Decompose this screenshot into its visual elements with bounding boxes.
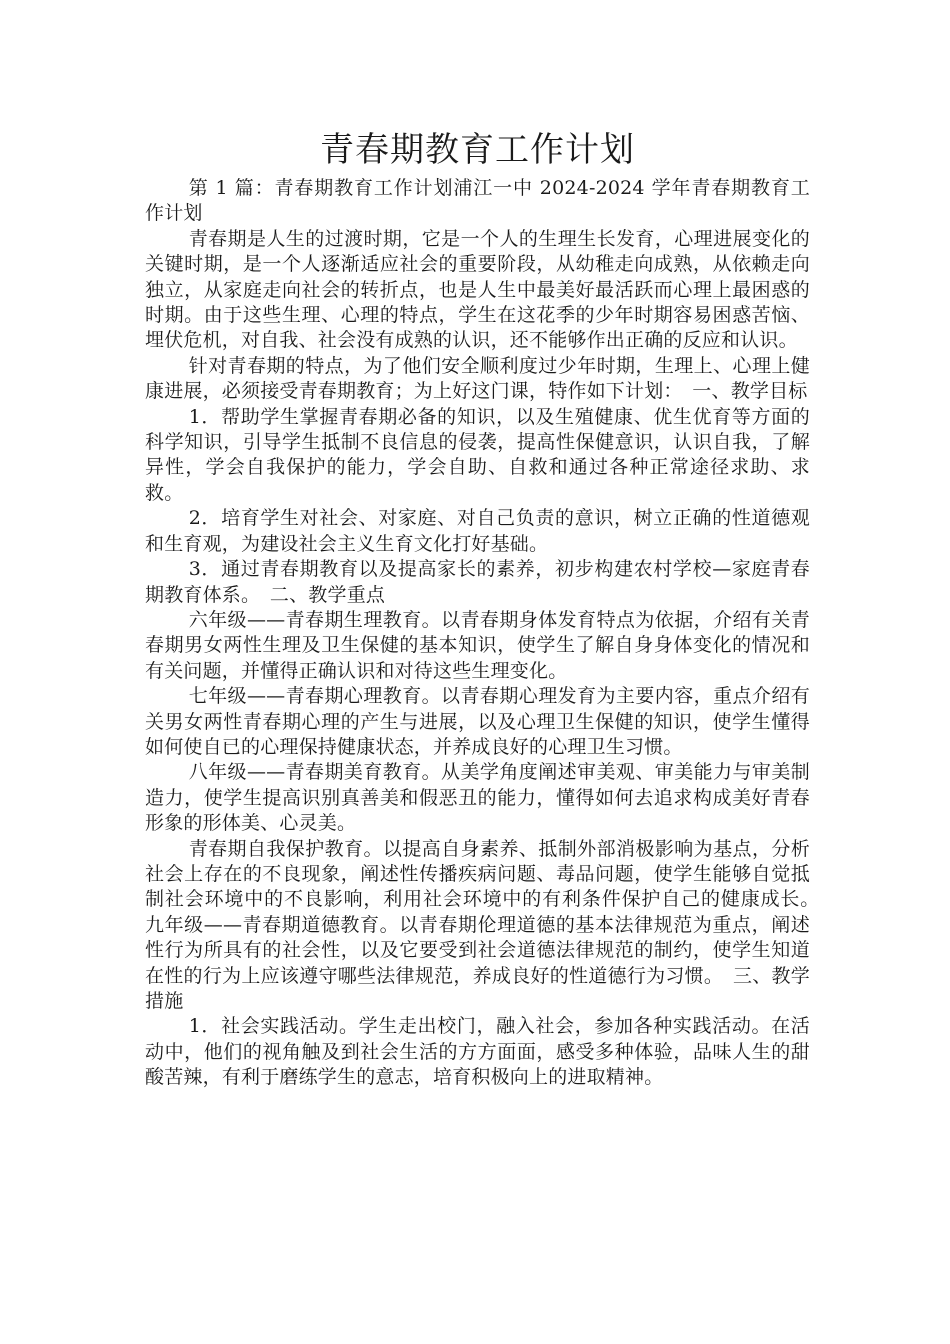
paragraph-goal-2: 2．培育学生对社会、对家庭、对自己负责的意识，树立正确的性道德观和生育观，为建设社会主义生育文化打好基础。	[145, 507, 810, 555]
document-title: 青春期教育工作计划	[320, 130, 635, 170]
paragraph-grade-8: 八年级——青春期美育教育。从美学角度阐述审美观、审美能力与审美制造力，使学生提高识别真善美和假恶丑的能力，懂得如何去追求构成美好青春形象的形体美、心灵美。	[145, 761, 810, 835]
paragraph-intro-heading: 第 1 篇：青春期教育工作计划浦江一中 2024-2024 学年青春期教育工作计划	[145, 177, 810, 225]
paragraph-plan-intro: 针对青春期的特点，为了他们安全顺利度过少年时期，生理上、心理上健康进展，必须接受青春期教育；为上好这门课，特作如下计划： 一、教学目标	[145, 354, 810, 403]
document-page	[145, 128, 830, 1091]
paragraph-goal-3: 3．通过青春期教育以及提高家长的素养，初步构建农村学校—家庭青春期教育体系。 二、教学重点	[145, 558, 810, 606]
paragraph-grade-6: 六年级——青春期生理教育。以青春期身体发育特点为依据，介绍有关青春期男女两性生理及卫生保健的基本知识，使学生了解自身身体变化的情况和有关问题，并懂得正确认识和对待这些生理变化。	[145, 608, 810, 682]
paragraph-grade-7: 七年级——青春期心理教育。以青春期心理发育为主要内容，重点介绍有关男女两性青春期心理的产生与进展，以及心理卫生保健的知识，使学生懂得如何使自已的心理保持健康状态，并养成良好的心理卫生习惯。	[145, 685, 810, 758]
paragraph-goal-1: 1．帮助学生掌握青春期必备的知识，以及生殖健康、优生优育等方面的科学知识，引导学生抵制不良信息的侵袭，提高性保健意识，认识自我，了解异性，学会自我保护的能力，学会自助、自救和通过各种正常途径求助、求救。	[145, 405, 810, 504]
paragraph-self-protection: 青春期自我保护教育。以提高自身素养、抵制外部消极影响为基点，分析社会上存在的不良现象，阐述性传播疾病问题、毒品问题，使学生能够自觉抵制社会环境中的不良影响，利用社会环境中的有利条件保护自己的健康成长。 九年级——青春期道德教育。以青春期伦理道德的基本法律规范为重点，阐述性行为所具有的社会性，以及它要受到社会道德法律规范的制约，使学生知道在性的行为上应该遵守哪些法律规范，养成良好的性道德行为习惯。 三、教学措施	[145, 837, 830, 1012]
paragraph-measure-1: 1．社会实践活动。学生走出校门，融入社会，参加各种实践活动。在活动中，他们的视角触及到社会生活的方方面面，感受多种体验，品味人生的甜酸苦辣，有利于磨练学生的意志，培育积极向上的进取精神。	[145, 1015, 810, 1089]
paragraph-adolescence-overview: 青春期是人生的过渡时期，它是一个人的生理生长发育，心理进展变化的关键时期，是一个人逐渐适应社会的重要阶段，从幼稚走向成熟，从依赖走向独立，从家庭走向社会的转折点，也是人生中最美好最活跃而心理上最困惑的时期。由于这些生理、心理的特点，学生在这花季的少年时期容易困惑苦恼、埋伏危机，对自我、社会没有成熟的认识，还不能够作出正确的反应和认识。	[145, 227, 810, 352]
